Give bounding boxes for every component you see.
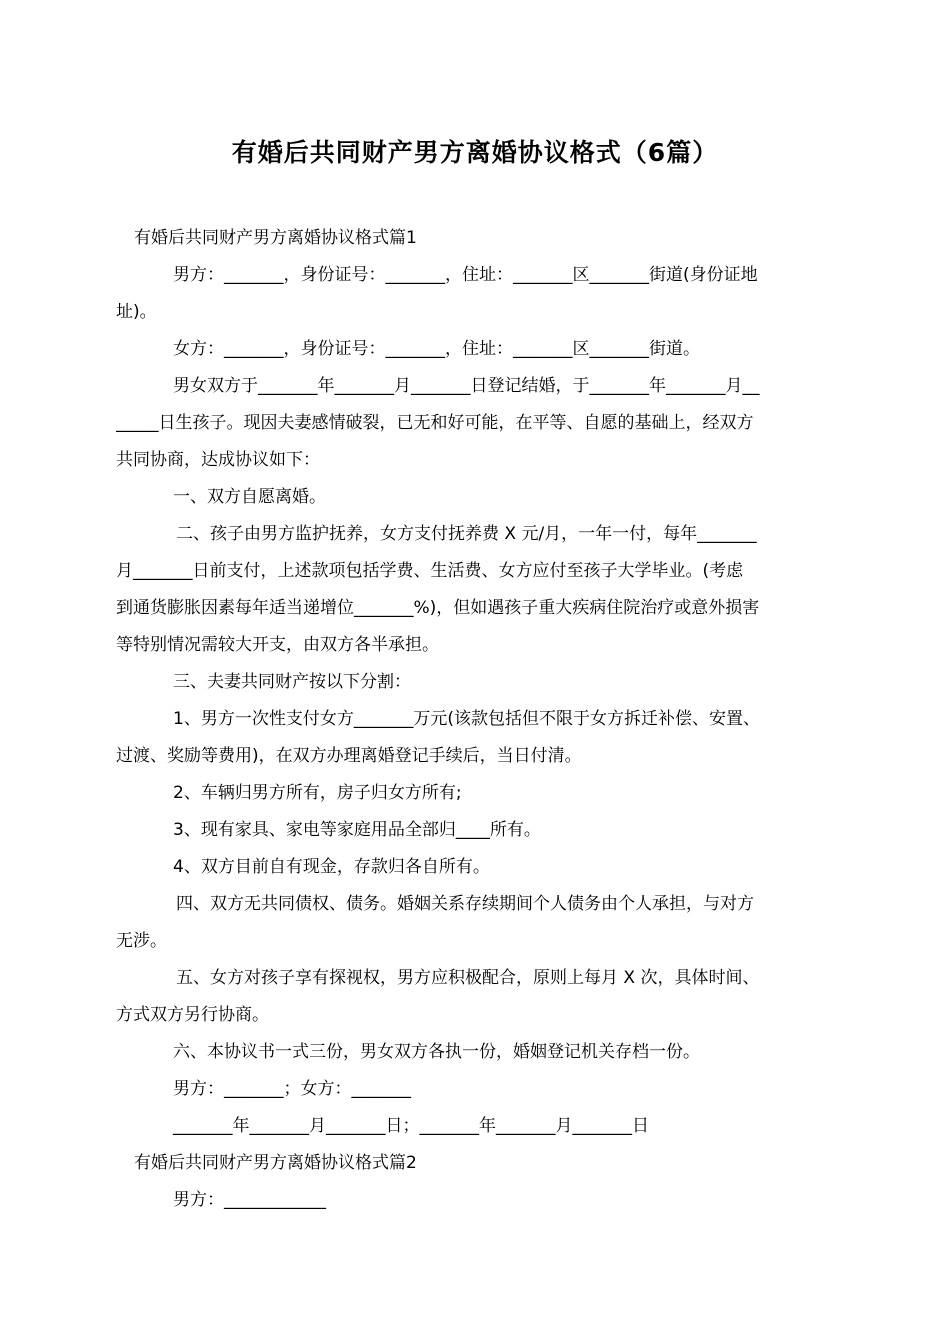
document-line: 1、男方一次性支付女方_______万元(该款包括但不限于女方拆迁补偿、安置、 <box>173 709 760 729</box>
document-title: 有婚后共同财产男方离婚协议格式（6篇） <box>231 138 719 167</box>
document-line: 3、现有家具、家电等家庭用品全部归____所有。 <box>173 820 541 840</box>
document-line: 三、夫妻共同财产按以下分割： <box>173 672 411 692</box>
document-line: 男方：_______，身份证号：_______，住址：_______区_______街道(身份证地 <box>173 265 758 285</box>
document-line: 址)。 <box>116 302 157 322</box>
document-line: 一、双方自愿离婚。 <box>173 487 326 507</box>
document-line: 月_______日前支付，上述款项包括学费、生活费、女方应付至孩子大学毕业。(考虑 <box>116 561 744 581</box>
document-line: 共同协商，达成协议如下： <box>116 450 320 470</box>
document-line: 等特别情况需较大开支，由双方各半承担。 <box>116 635 439 655</box>
document-line: 五、女方对孩子享有探视权，男方应积极配合，原则上每月 X 次，具体时间、 <box>176 968 760 988</box>
document-line: 男方：____________ <box>173 1190 326 1210</box>
document-line: 二、孩子由男方监护抚养，女方支付抚养费 X 元/月，一年一付，每年_______ <box>176 524 757 544</box>
document-line: 有婚后共同财产男方离婚协议格式篇2 <box>134 1153 417 1173</box>
document-body <box>116 220 836 1219</box>
document-line: 4、双方目前自有现金，存款归各自所有。 <box>173 857 490 877</box>
document-line: 六、本协议书一式三份，男女双方各执一份，婚姻登记机关存档一份。 <box>173 1042 700 1062</box>
document-line: _____日生孩子。现因夫妻感情破裂，已无和好可能，在平等、自愿的基础上，经双方 <box>116 413 754 433</box>
document-line: 女方：_______，身份证号：_______，住址：_______区_______街道。 <box>173 339 700 359</box>
document-line: 到通货膨胀因素每年适当递增位_______%)，但如遇孩子重大疾病住院治疗或意外损害 <box>116 598 760 618</box>
document-line: 方式双方另行协商。 <box>116 1005 269 1025</box>
document-line: 有婚后共同财产男方离婚协议格式篇1 <box>134 228 417 248</box>
document-line: 男女双方于_______年_______月_______日登记结婚，于_______年_______月__ <box>173 376 760 396</box>
document-line: 男方：_______；女方：_______ <box>173 1079 411 1099</box>
document-line: 2、车辆归男方所有，房子归女方所有; <box>173 783 462 803</box>
document-line: 过渡、奖励等费用)，在双方办理离婚登记手续后，当日付清。 <box>116 746 582 766</box>
document-line: _______年_______月_______日；_______年_______月_______日 <box>173 1116 649 1136</box>
document-line: 四、双方无共同债权、债务。婚姻关系存续期间个人债务由个人承担，与对方 <box>176 894 754 914</box>
document-line: 无涉。 <box>116 931 167 951</box>
